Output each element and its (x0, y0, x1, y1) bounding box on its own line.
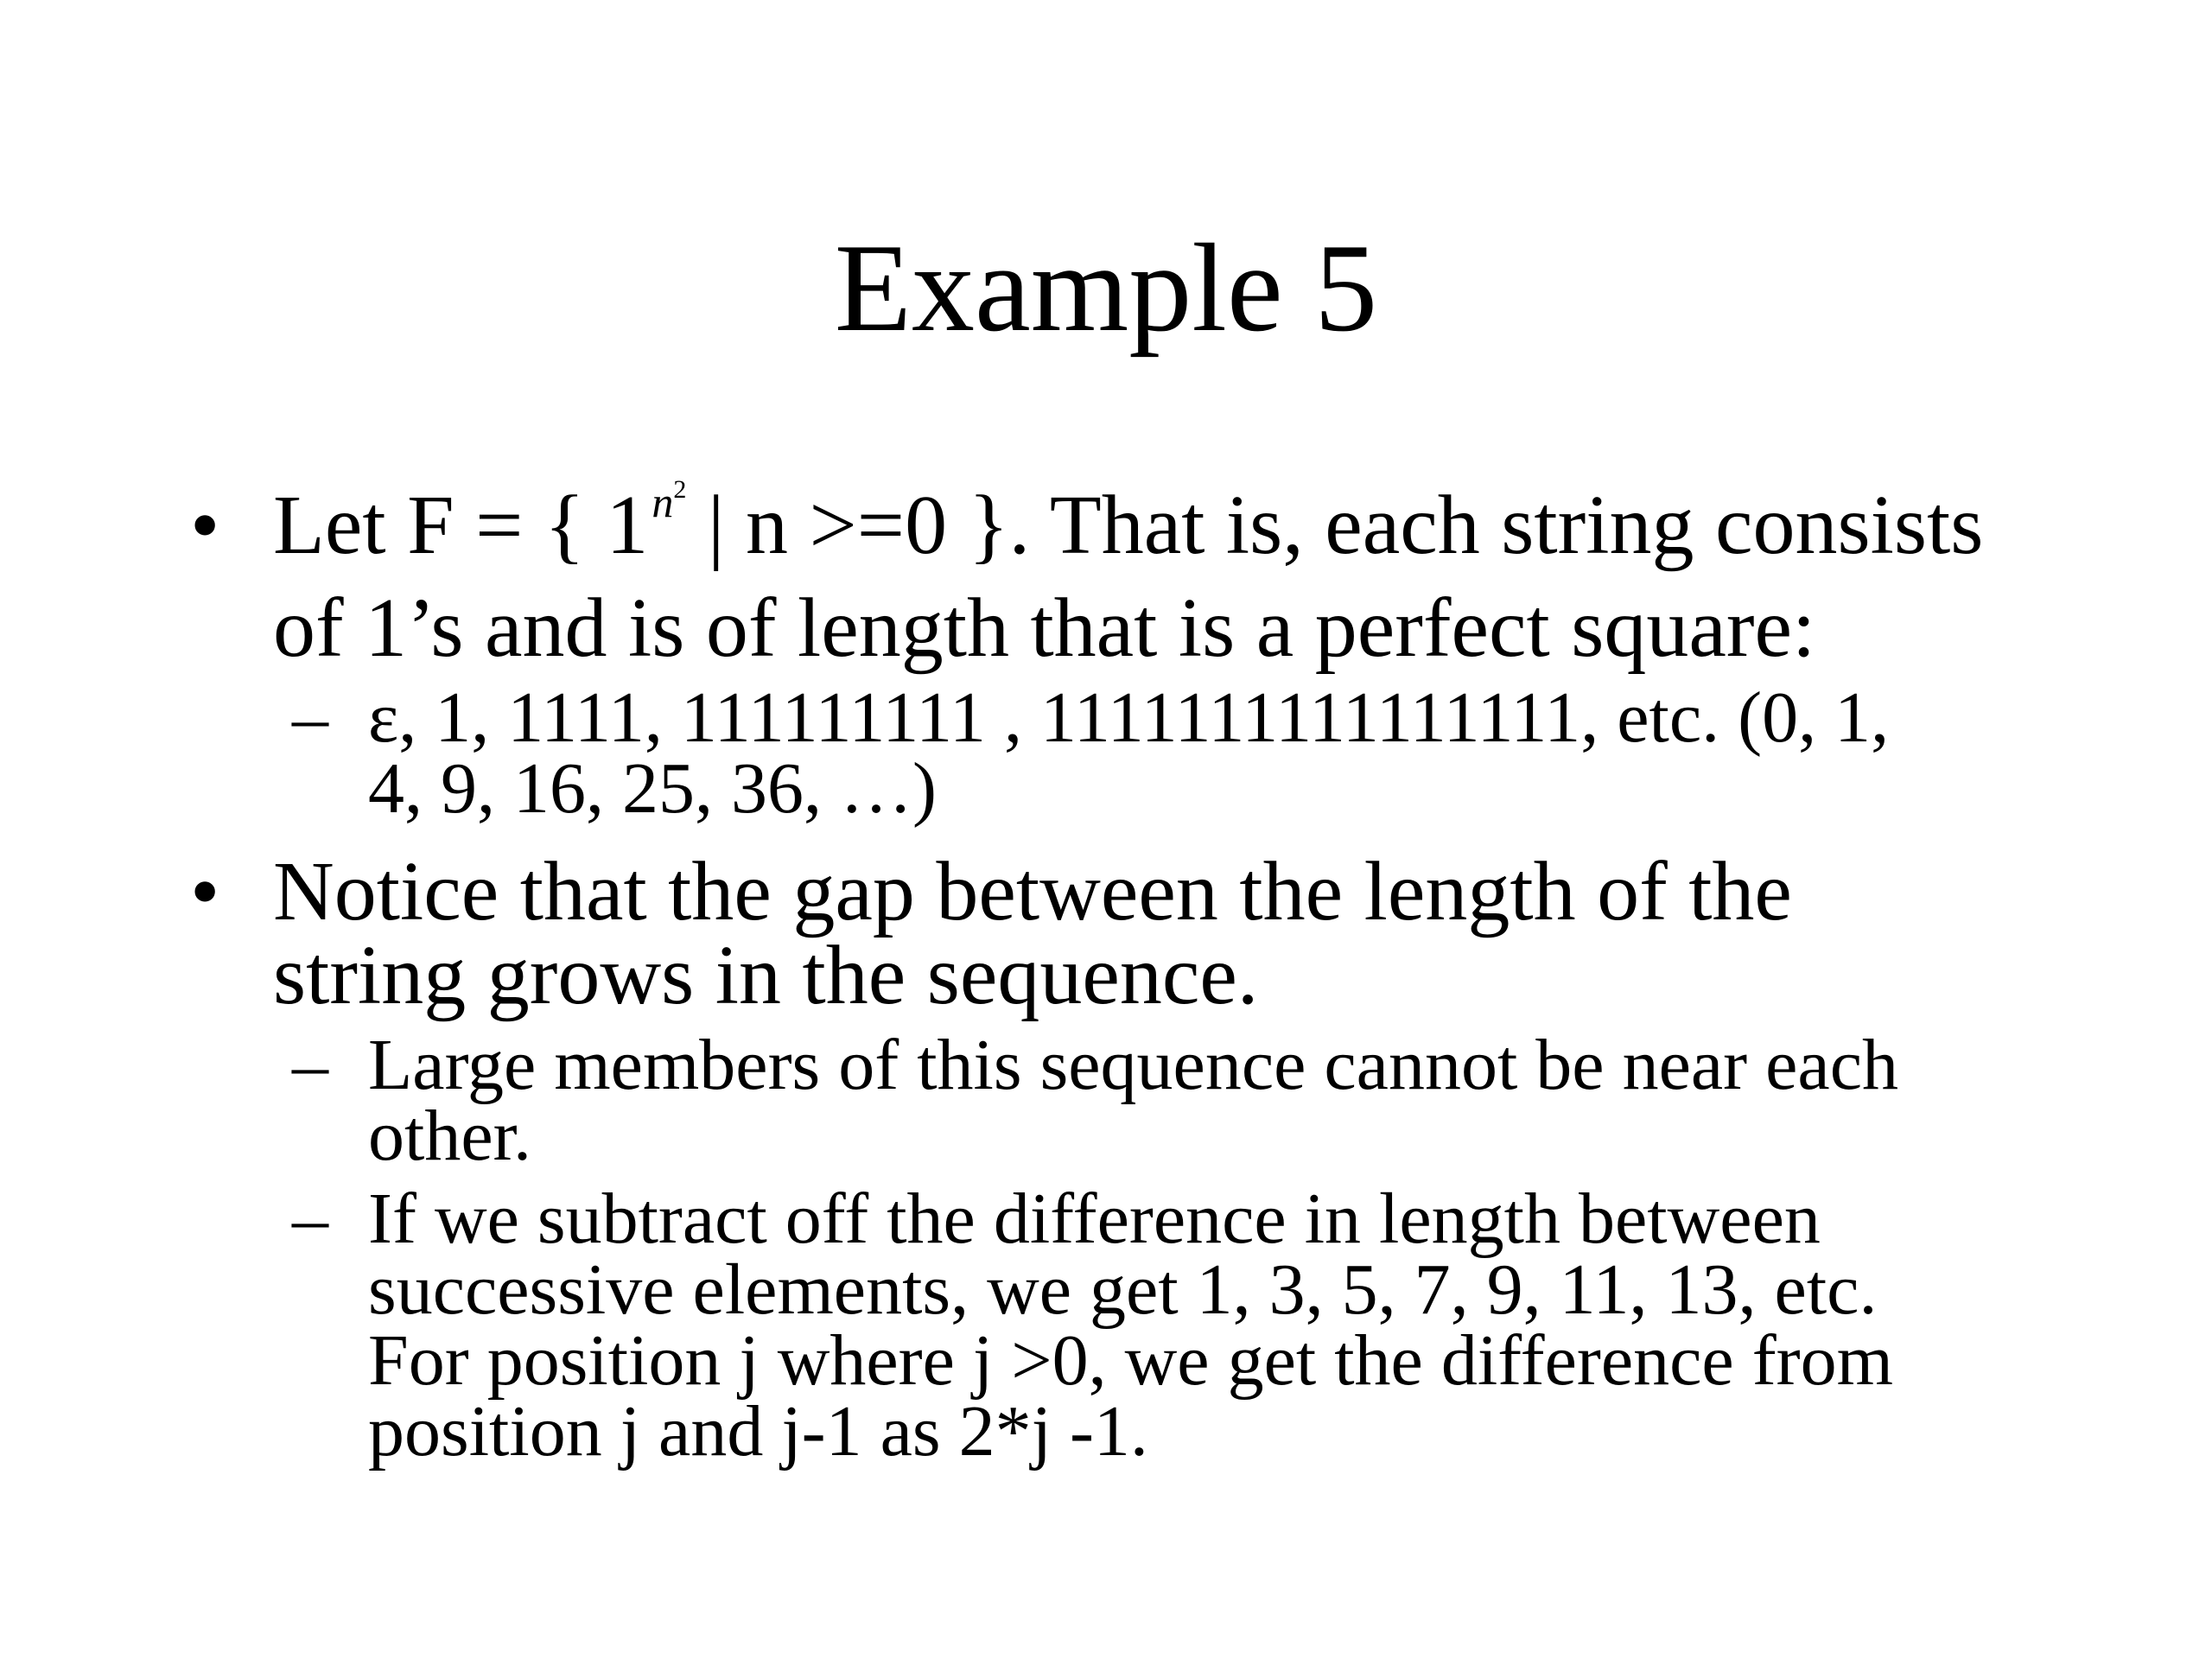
exponent-power: 2 (673, 475, 687, 504)
slide-title: Example 5 (834, 218, 1378, 358)
bullet-1 (190, 475, 2108, 675)
bullet-marker: • (190, 845, 220, 938)
set-definition-end: | n >=0 }. That is, each string consists (686, 479, 1984, 572)
bullet-2-sub-2 (292, 1179, 2108, 1471)
bullet-2 (190, 845, 2108, 1022)
bullet-2-sub-2-line-4: position j and j-1 as 2*j -1. (368, 1391, 1148, 1471)
exponent (652, 475, 687, 526)
bullet-1-sub-1-line-2: 4, 9, 16, 25, 36, …) (368, 748, 937, 829)
bullet-2-sub-1-line-2: other. (368, 1096, 531, 1176)
bullet-2-line-2: string grows in the sequence. (273, 929, 1259, 1022)
bullet-1-sub-1-line-1: ε, 1, 1111, 111111111 , 1111111111111111, etc. (0, 1, (368, 677, 1890, 758)
bullet-list (190, 475, 2108, 1471)
bullet-2-line-1: Notice that the gap between the length of the (273, 845, 1792, 938)
exponent-base: n (652, 478, 674, 526)
dash-marker: – (292, 1179, 328, 1259)
dash-marker: – (292, 1025, 328, 1105)
bullet-1-line-2: of 1’s and is of length that is a perfect square: (273, 582, 1816, 675)
bullet-1-sub-1 (292, 677, 2108, 829)
bullet-2-sub-2-line-3: For position j where j >0, we get the difference from (368, 1320, 1893, 1401)
bullet-2-sub-2-line-2: successive elements, we get 1, 3, 5, 7, 9, 11, 13, etc. (368, 1249, 1878, 1330)
set-definition-start: Let F = { 1 (273, 479, 649, 572)
bullet-2-sub-2-line-1: If we subtract off the difference in length between (368, 1179, 1821, 1259)
bullet-1-line-1 (273, 475, 2108, 587)
dash-marker: – (292, 677, 328, 758)
bullet-2-sub-1 (292, 1025, 2108, 1176)
bullet-marker: • (190, 479, 220, 572)
bullet-2-sub-1-line-1: Large members of this sequence cannot be near each (368, 1025, 1898, 1105)
